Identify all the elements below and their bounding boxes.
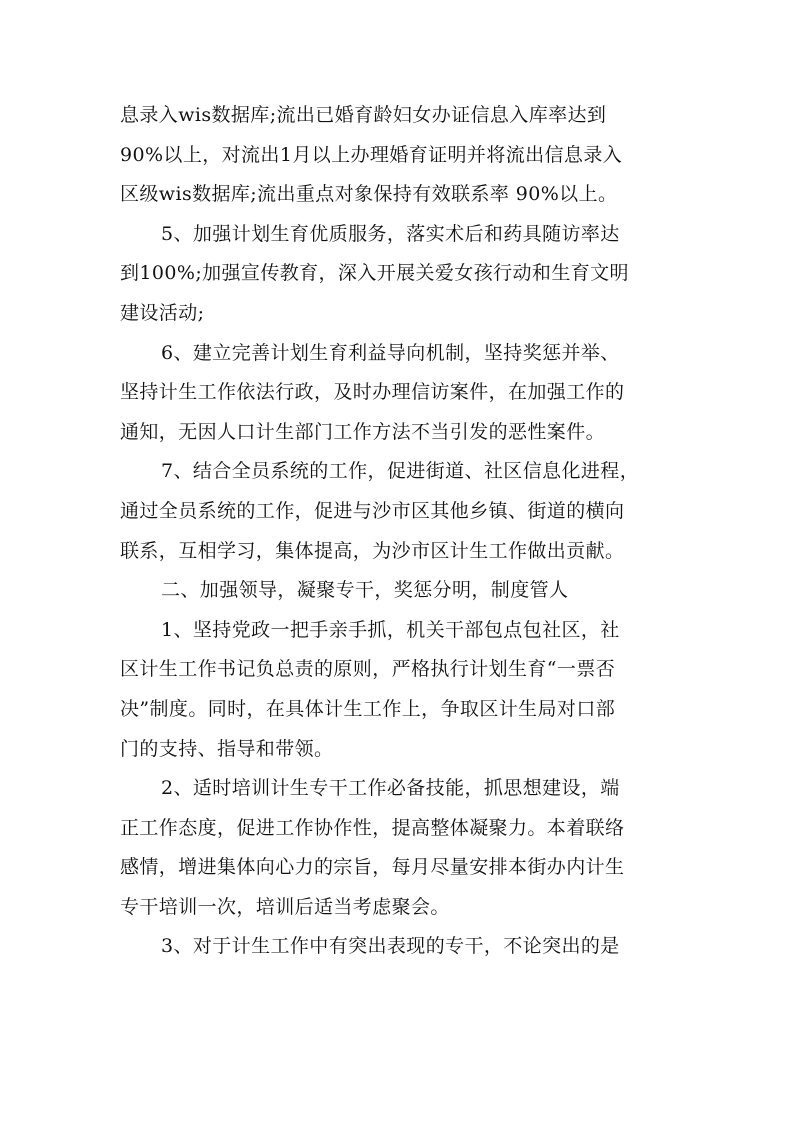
text-line: 通过全员系统的工作，促进与沙市区其他乡镇、街道的横向 bbox=[120, 499, 625, 522]
paragraph-start-line: 3、对于计生工作中有突出表现的专干，不论突出的是 bbox=[161, 935, 620, 958]
paragraph-start-line: 7、结合全员系统的工作，促进街道、社区信息化进程， bbox=[161, 460, 640, 483]
paragraph-start-line: 6、建立完善计划生育利益导向机制，坚持奖惩并举、 bbox=[161, 341, 620, 364]
text-line: 息录入wis数据库;流出已婚育龄妇女办证信息入库率达到 bbox=[120, 104, 607, 126]
text-line: 专干培训一次，培训后适当考虑聚会。 bbox=[120, 895, 450, 918]
text-line: 到100%;加强宣传教育，深入开展关爱女孩行动和生育文明 bbox=[120, 262, 629, 285]
text-line: 门的支持、指导和带领。 bbox=[120, 737, 334, 760]
text-line: 坚持计生工作依法行政，及时办理信访案件，在加强工作的 bbox=[120, 381, 625, 404]
paragraph-start-line: 1、坚持党政一把手亲手抓，机关干部包点包社区，社 bbox=[161, 618, 620, 641]
body-text bbox=[120, 96, 680, 967]
text-line: 感情，增进集体向心力的宗旨，每月尽量安排本街办内计生 bbox=[120, 856, 625, 879]
text-line: 区计生工作书记负总责的原则，严格执行计划生育“一票否 bbox=[120, 658, 616, 681]
paragraph-start-line: 2、适时培训计生专干工作必备技能，抓思想建设，端 bbox=[161, 777, 620, 800]
text-line: 联系，互相学习，集体提高，为沙市区计生工作做出贡献。 bbox=[120, 539, 625, 562]
paragraph-start-line: 5、加强计划生育优质服务，落实术后和药具随访率达 bbox=[161, 222, 620, 245]
text-line: 通知，无因人口计生部门工作方法不当引发的恶性案件。 bbox=[120, 420, 606, 443]
text-line: 正工作态度，促进工作协作性，提高整体凝聚力。本着联络 bbox=[120, 816, 625, 839]
text-line: 区级wis数据库;流出重点对象保持有效联系率 90%以上。 bbox=[120, 183, 618, 206]
section-heading: 二、加强领导，凝聚专干，奖惩分明，制度管人 bbox=[161, 579, 569, 602]
text-line: 决”制度。同时，在具体计生工作上，争取区计生局对口部 bbox=[120, 697, 616, 720]
text-line: 90%以上，对流出1月以上办理婚育证明并将流出信息录入 bbox=[120, 143, 623, 166]
text-line: 建设活动; bbox=[120, 301, 205, 324]
